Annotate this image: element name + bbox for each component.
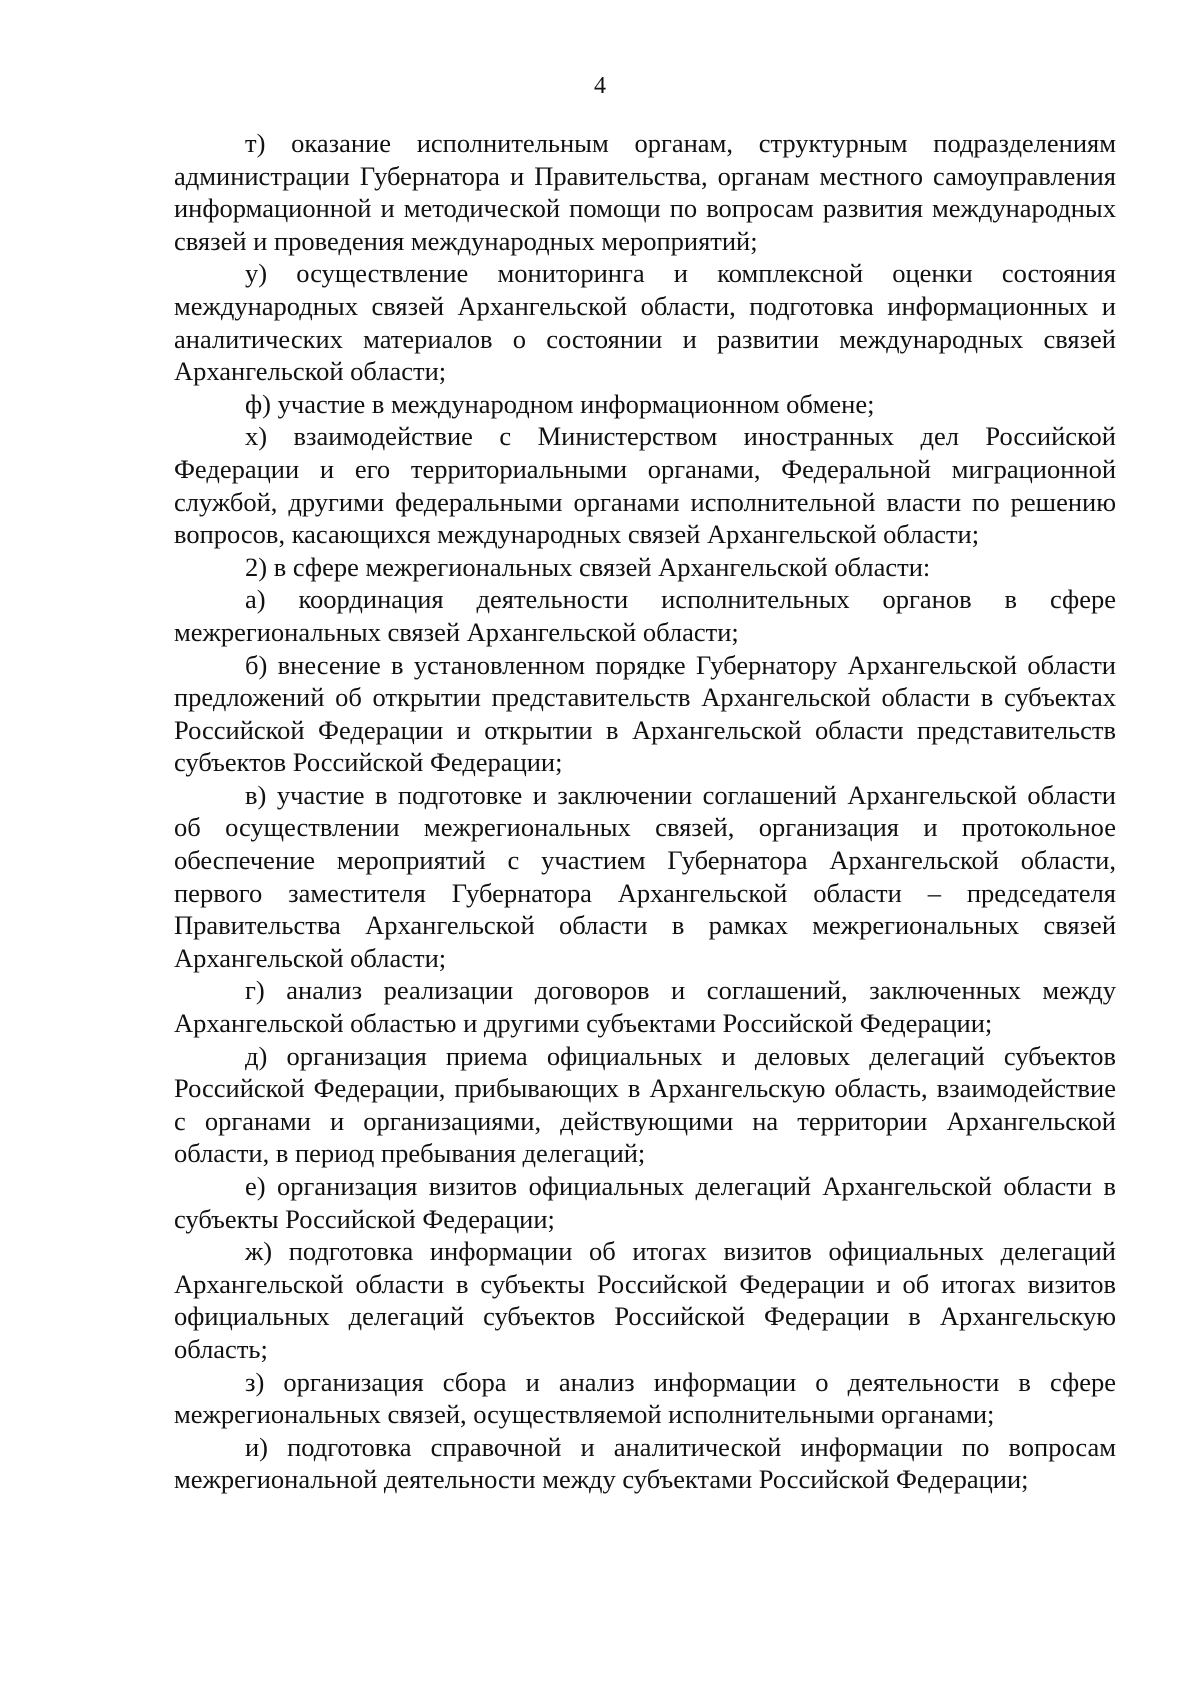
- paragraph-e: е) организация визитов официальных делегаций Архангельской области в субъекты Российской Федерации;: [174, 1171, 1116, 1234]
- paragraph-g: г) анализ реализации договоров и соглашений, заключенных между Архангельской областью и другими субъектами Российской Федерации;: [174, 975, 1116, 1039]
- paragraph-b: б) внесение в установленном порядке Губернатору Архангельской области предложений об открытии представительств Архангельской области в субъектах Российской Федерации и открытии в Архангельской области представительств субъектов Российской Федерации;: [174, 649, 1116, 778]
- paragraph-d: д) организация приема официальных и деловых делегаций субъектов Российской Федерации, прибывающих в Архангельскую область, взаимодействие с органами и организациями, действующими на территории Архангельской области, в период пребывания делегаций;: [174, 1040, 1116, 1169]
- paragraph-i: и) подготовка справочной и аналитической информации по вопросам межрегиональной деятельности между субъектами Российской Федерации;: [174, 1431, 1116, 1495]
- paragraph-u: у) осуществление мониторинга и комплексной оценки состояния международных связей Архангельской области, подготовка информационных и аналитических материалов о состоянии и развитии международных связей Архангельской области;: [174, 258, 1116, 387]
- paragraph-t: т) оказание исполнительным органам, структурным подразделениям администрации Губернатора и Правительства, органам местного самоуправления информационной и методической помощи по вопросам развития международных связей и проведения международных мероприятий;: [174, 128, 1116, 256]
- page-number: 4: [594, 73, 606, 99]
- paragraph-v: в) участие в подготовке и заключении соглашений Архангельской области об осуществлении межрегиональных связей, организация и протокольное обеспечение мероприятий с участием Губернатора Архангельской области, первого заместителя Губернатора Архангельской области – председателя Правительства Архангельской области в рамках межрегиональных связей Архангельской области;: [174, 779, 1116, 973]
- paragraph-z: з) организация сбора и анализ информации о деятельности в сфере межрегиональных связей, осуществляемой исполнительными органами;: [174, 1366, 1116, 1430]
- paragraph-a: а) координация деятельности исполнительных органов в сфере межрегиональных связей Архангельской области;: [174, 584, 1116, 647]
- paragraph-f: ф) участие в международном информационном обмене;: [245, 388, 875, 419]
- paragraph-kh: х) взаимодействие с Министерством иностранных дел Российской Федерации и его территориальными органами, Федеральной миграционной службой, другими федеральными органами исполнительной власти по решению вопросов, касающихся международных связей Архангельской области;: [174, 421, 1116, 550]
- document-body: [174, 127, 1116, 1496]
- section-heading-2: 2) в сфере межрегиональных связей Архангельской области:: [245, 551, 931, 582]
- paragraph-zh: ж) подготовка информации об итогах визитов официальных делегаций Архангельской области в субъекты Российской Федерации и об итогах визитов официальных делегаций субъектов Российской Федерации в Архангельскую область;: [174, 1236, 1116, 1364]
